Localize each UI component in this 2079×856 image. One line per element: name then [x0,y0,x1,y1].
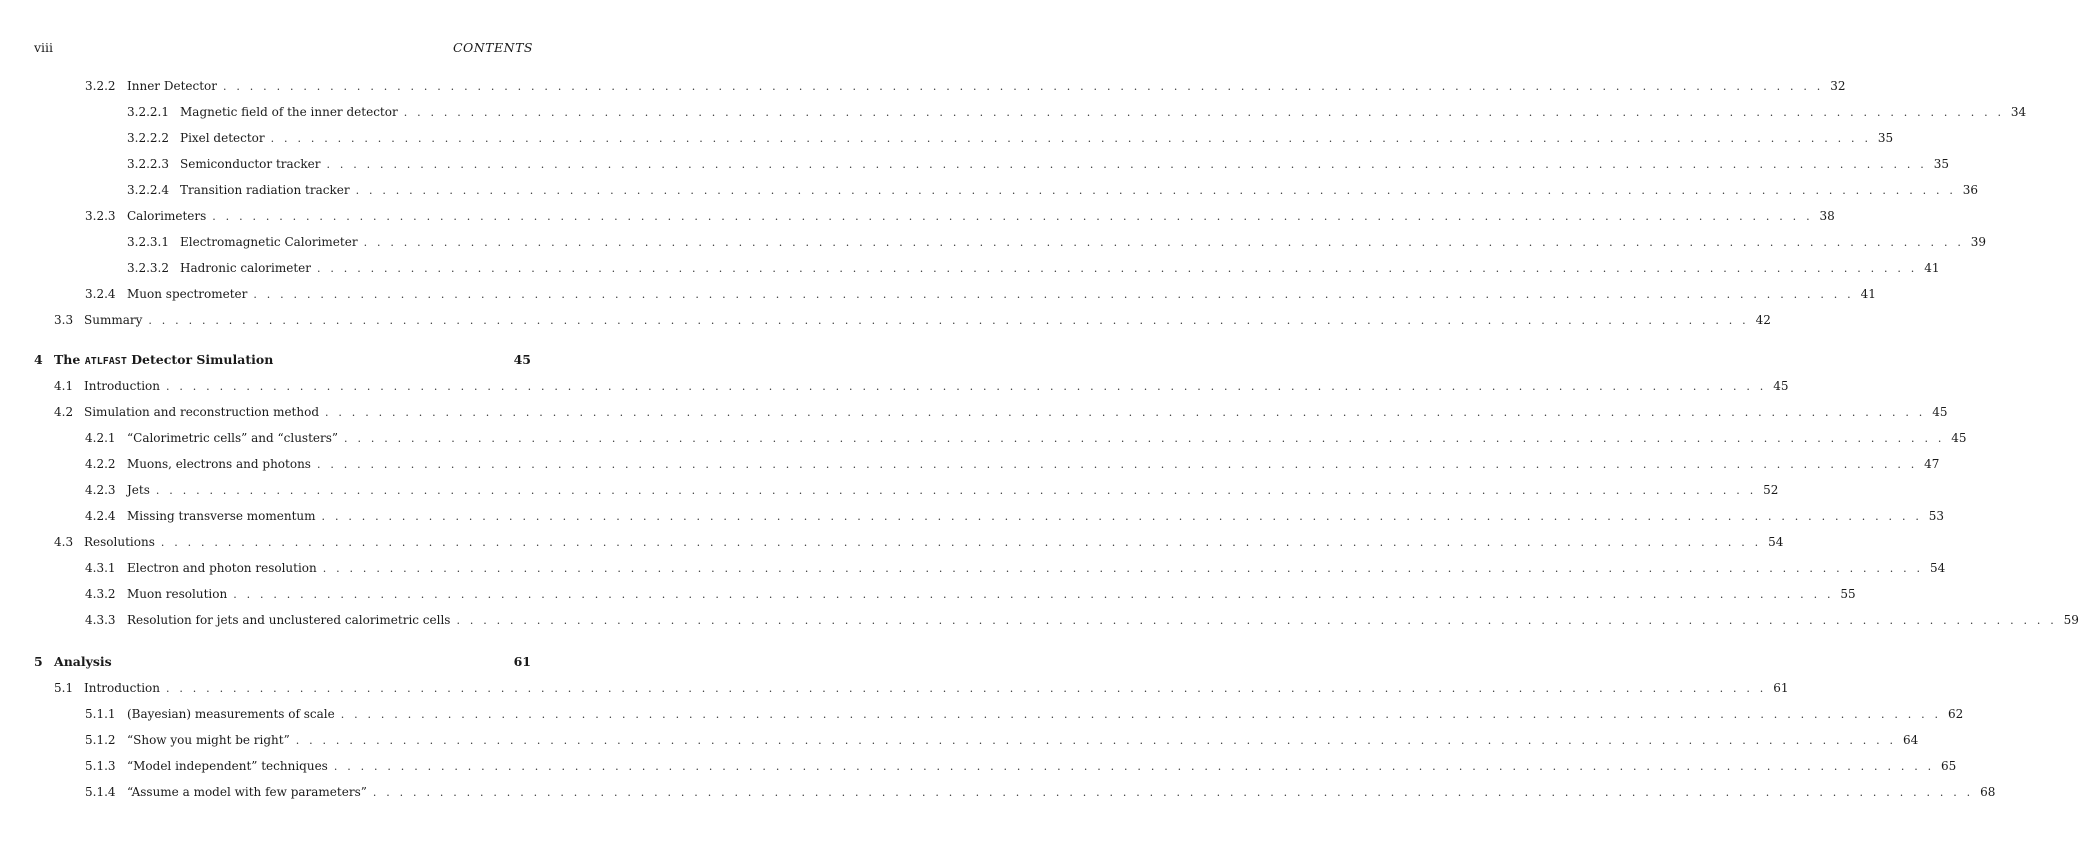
toc-page-number: 64 [1902,733,1919,747]
toc-entry-title: “Assume a model with few parameters” [127,785,367,799]
toc-leader-dots: . . . . . . . . . . . . . . . . . . . . . . . . . . . . . . . . . . . . . . . . . . . . . . . . . . . . . . . . . . . . . . . . . . . . . . . . . . . . . . . . . . . . . . . . . . . . . . . . . . . . . . . . . . . . . . . . . . . . . . . . [317,262,1918,275]
toc-page-number: 35 [1877,131,1894,145]
toc-entry-number: 3.2.3 [85,209,116,223]
toc-entry-number: 3.2.3.1 [127,235,169,249]
toc-entry-number: 3.2.2.4 [127,183,169,197]
toc-leader-dots: . . . . . . . . . . . . . . . . . . . . . . . . . . . . . . . . . . . . . . . . . . . . . . . . . . . . . . . . . . . . . . . . . . . . . . . . . . . . . . . . . . . . . . . . . . . . . . . . . . . . . . . . . . . . . . . . . . . . . . . . [270,132,1872,145]
toc-entry-title: Calorimeters [127,209,207,223]
toc-leader-dots: . . . . . . . . . . . . . . . . . . . . . . . . . . . . . . . . . . . . . . . . . . . . . . . . . . . . . . . . . . . . . . . . . . . . . . . . . . . . . . . . . . . . . . . . . . . . . . . . . . . . . . . . . . . . . . . . . . . . . . . . [325,406,1926,419]
toc-entry-number: 3.3 [54,313,74,327]
toc-page-number: 45 [1932,405,1948,419]
toc-entry-title: Introduction [84,379,160,393]
toc-entry[interactable] [54,312,1771,328]
toc-page-number: 62 [1947,707,1964,721]
toc-page-number: 45 [1951,431,1967,445]
toc-leader-dots: . . . . . . . . . . . . . . . . . . . . . . . . . . . . . . . . . . . . . . . . . . . . . . . . . . . . . . . . . . . . . . . . . . . . . . . . . . . . . . . . . . . . . . . . . . . . . . . . . . . . . . . . . . . . . . . . . . . . . . . . [295,734,1897,747]
toc-leader-dots: . . . . . . . . . . . . . . . . . . . . . . . . . . . . . . . . . . . . . . . . . . . . . . . . . . . . . . . . . . . . . . . . . . . . . . . . . . . . . . . . . . . . . . . . . . . . . . . . . . . . . . . . . . . . . . . . . . . . . . . . [166,380,1767,393]
toc-entry-title: “Model independent” techniques [127,759,328,773]
toc-entry-number: 5.1.1 [85,707,116,721]
toc-entry[interactable] [127,156,1949,172]
toc-title-part: The [54,352,85,367]
toc-entry-number: 3.2.2.2 [127,131,169,145]
toc-entry[interactable] [85,482,1779,498]
toc-entry-title: Electromagnetic Calorimeter [180,235,358,249]
toc-chapter-entry[interactable] [34,654,531,670]
toc-entry-title: Transition radiation tracker [180,183,350,197]
toc-entry-number: 3.2.2 [85,79,116,93]
toc-leader-dots: . . . . . . . . . . . . . . . . . . . . . . . . . . . . . . . . . . . . . . . . . . . . . . . . . . . . . . . . . . . . . . . . . . . . . . . . . . . . . . . . . . . . . . . . . . . . . . . . . . . . . . . . . . . . . . . . . . . . . . . . [253,288,1854,301]
toc-page-number: 61 [1773,681,1789,695]
toc-entry[interactable] [127,260,1940,276]
toc-entry[interactable] [85,78,1846,94]
toc-entry-title: Summary [84,313,143,327]
toc-page-number: 42 [1755,313,1771,327]
toc-page-number: 52 [1763,483,1779,497]
toc-entry-title: Semiconductor tracker [180,157,321,171]
toc-entry-title: “Calorimetric cells” and “clusters” [127,431,339,445]
toc-leader-dots: . . . . . . . . . . . . . . . . . . . . . . . . . . . . . . . . . . . . . . . . . . . . . . . . . . . . . . . . . . . . . . . . . . . . . . . . . . . . . . . . . . . . . . . . . . . . . . . . . . . . . . . . . . . . . . . . . . . . . . . . [326,158,1927,171]
toc-page-number: 38 [1819,209,1835,223]
toc-page-number: 35 [1933,157,1949,171]
toc-entry[interactable] [85,586,1856,602]
toc-leader-dots: . . . . . . . . . . . . . . . . . . . . . . . . . . . . . . . . . . . . . . . . . . . . . . . . . . . . . . . . . . . . . . . . . . . . . . . . . . . . . . . . . . . . . . . . . . . . . . . . . . . . . . . . . . . . . . . . . . . . . . . . [166,682,1767,695]
toc-entry-title: Simulation and reconstruction method [84,405,320,419]
toc-page-number: 41 [1924,261,1940,275]
toc-leader-dots: . . . . . . . . . . . . . . . . . . . . . . . . . . . . . . . . . . . . . . . . . . . . . . . . . . . . . . . . . . . . . . . . . . . . . . . . . . . . . . . . . . . . . . . . . . . . . . . . . . . . . . . . . . . . . . . . . . . . . . . . [344,432,1945,445]
toc-leader-dots: . . . . . . . . . . . . . . . . . . . . . . . . . . . . . . . . . . . . . . . . . . . . . . . . . . . . . . . . . . . . . . . . . . . . . . . . . . . . . . . . . . . . . . . . . . . . . . . . . . . . . . . . . . . . . . . . . . . . . . . . [322,562,1924,575]
toc-entry-title: Missing transverse momentum [127,509,316,523]
toc-entry-number: 4.3 [54,535,74,549]
toc-leader-dots: . . . . . . . . . . . . . . . . . . . . . . . . . . . . . . . . . . . . . . . . . . . . . . . . . . . . . . . . . . . . . . . . . . . . . . . . . . . . . . . . . . . . . . . . . . . . . . . . . . . . . . . . . . . . . . . . . . . . . . . . [316,458,1918,471]
toc-entry-title: Muons, electrons and photons [127,457,311,471]
toc-entry[interactable] [54,534,1784,550]
page-header [34,40,533,58]
toc-entry-number: 4.2.2 [85,457,116,471]
toc-entry-number: 5 [34,654,43,669]
toc-entry[interactable] [85,508,1945,524]
toc-entry[interactable] [54,680,1789,696]
toc-leader-dots: . . . . . . . . . . . . . . . . . . . . . . . . . . . . . . . . . . . . . . . . . . . . . . . . . . . . . . . . . . . . . . . . . . . . . . . . . . . . . . . . . . . . . . . . . . . . . . . . . . . . . . . . . . . . . . . . . . . . . . . . [212,210,1813,223]
toc-entry-title [54,352,509,370]
toc-entry[interactable] [85,456,1940,472]
toc-page-number: 54 [1929,561,1946,575]
toc-page-number: 54 [1768,535,1784,549]
toc-entry[interactable] [85,430,1967,446]
toc-title-part: Detector Simulation [126,352,274,367]
toc-entry[interactable] [127,130,1894,146]
toc-title-program-name: ATLFAST [84,356,127,367]
toc-leader-dots: . . . . . . . . . . . . . . . . . . . . . . . . . . . . . . . . . . . . . . . . . . . . . . . . . . . . . . . . . . . . . . . . . . . . . . . . . . . . . . . . . . . . . . . . . . . . . . . . . . . . . . . . . . . . . . . . . . . . . . . . [456,614,2057,627]
toc-entry-title: (Bayesian) measurements of scale [127,707,335,721]
toc-entry-number: 3.2.4 [85,287,116,301]
toc-entry-number: 5.1.4 [85,785,116,799]
toc-leader-dots: . . . . . . . . . . . . . . . . . . . . . . . . . . . . . . . . . . . . . . . . . . . . . . . . . . . . . . . . . . . . . . . . . . . . . . . . . . . . . . . . . . . . . . . . . . . . . . . . . . . . . . . . . . . . . . . . . . . . . . . . [333,760,1935,773]
toc-entry-number: 4.2.4 [85,509,116,523]
toc-entry[interactable] [127,104,2027,120]
toc-entry-number: 4.3.2 [85,587,116,601]
toc-entry-title: Muon resolution [127,587,228,601]
toc-page-number: 39 [1970,235,1987,249]
toc-leader-dots: . . . . . . . . . . . . . . . . . . . . . . . . . . . . . . . . . . . . . . . . . . . . . . . . . . . . . . . . . . . . . . . . . . . . . . . . . . . . . . . . . . . . . . . . . . . . . . . . . . . . . . . . . . . . . . . . . . . . . . . . [233,588,1834,601]
toc-entry-title: Introduction [84,681,160,695]
toc-entry-title: Jets [127,483,150,497]
toc-entry[interactable] [85,784,1996,800]
toc-page-number: 65 [1941,759,1957,773]
toc-leader-dots: . . . . . . . . . . . . . . . . . . . . . . . . . . . . . . . . . . . . . . . . . . . . . . . . . . . . . . . . . . . . . . . . . . . . . . . . . . . . . . . . . . . . . . . . . . . . . . . . . . . . . . . . . . . . . . . . . . . . . . . . [321,510,1923,523]
toc-entry[interactable] [85,208,1835,224]
toc-entry-number: 4 [34,352,43,367]
toc-leader-dots: . . . . . . . . . . . . . . . . . . . . . . . . . . . . . . . . . . . . . . . . . . . . . . . . . . . . . . . . . . . . . . . . . . . . . . . . . . . . . . . . . . . . . . . . . . . . . . . . . . . . . . . . . . . . . . . . . . . . . . . . [355,184,1957,197]
toc-entry[interactable] [85,758,1957,774]
toc-leader-dots: . . . . . . . . . . . . . . . . . . . . . . . . . . . . . . . . . . . . . . . . . . . . . . . . . . . . . . . . . . . . . . . . . . . . . . . . . . . . . . . . . . . . . . . . . . . . . . . . . . . . . . . . . . . . . . . . . . . . . . . . [148,314,1749,327]
toc-entry-title: Pixel detector [180,131,265,145]
toc-entry-number: 5.1.2 [85,733,116,747]
toc-leader-dots: . . . . . . . . . . . . . . . . . . . . . . . . . . . . . . . . . . . . . . . . . . . . . . . . . . . . . . . . . . . . . . . . . . . . . . . . . . . . . . . . . . . . . . . . . . . . . . . . . . . . . . . . . . . . . . . . . . . . . . . . [363,236,1965,249]
toc-entry-number: 3.2.3.2 [127,261,169,275]
toc-entry-title: Inner Detector [127,79,217,93]
toc-entry-number: 4.2.1 [85,431,116,445]
toc-page-number: 45 [1773,379,1789,393]
toc-entry-title: Analysis [54,654,112,669]
toc-entry[interactable] [127,234,1987,250]
toc-entry[interactable] [85,560,1946,576]
toc-entry-number: 3.2.2.1 [127,105,169,119]
toc-entry-number: 4.2.3 [85,483,116,497]
toc-entry[interactable] [54,404,1948,420]
toc-entry-title: Resolutions [84,535,155,549]
toc-page-number: 47 [1924,457,1940,471]
toc-entry-number: 4.3.1 [85,561,116,575]
toc-page-number: 55 [1840,587,1856,601]
page-number-label: viii [34,40,54,55]
toc-entry[interactable] [127,182,1979,198]
toc-entry[interactable] [85,706,1964,722]
running-title: CONTENTS [452,40,533,55]
toc-leader-dots: . . . . . . . . . . . . . . . . . . . . . . . . . . . . . . . . . . . . . . . . . . . . . . . . . . . . . . . . . . . . . . . . . . . . . . . . . . . . . . . . . . . . . . . . . . . . . . . . . . . . . . . . . . . . . . . . . . . . . . . . [340,708,1942,721]
toc-page-number: 36 [1962,183,1979,197]
toc-leader-dots: . . . . . . . . . . . . . . . . . . . . . . . . . . . . . . . . . . . . . . . . . . . . . . . . . . . . . . . . . . . . . . . . . . . . . . . . . . . . . . . . . . . . . . . . . . . . . . . . . . . . . . . . . . . . . . . . . . . . . . . . [403,106,2005,119]
toc-page-number: 32 [1830,79,1846,93]
toc-entry-title: Resolution for jets and unclustered calorimetric cells [127,613,451,627]
toc-entry-title: Electron and photon resolution [127,561,317,575]
toc-leader-dots: . . . . . . . . . . . . . . . . . . . . . . . . . . . . . . . . . . . . . . . . . . . . . . . . . . . . . . . . . . . . . . . . . . . . . . . . . . . . . . . . . . . . . . . . . . . . . . . . . . . . . . . . . . . . . . . . . . . . . . . . [372,786,1974,799]
toc-leader-dots: . . . . . . . . . . . . . . . . . . . . . . . . . . . . . . . . . . . . . . . . . . . . . . . . . . . . . . . . . . . . . . . . . . . . . . . . . . . . . . . . . . . . . . . . . . . . . . . . . . . . . . . . . . . . . . . . . . . . . . . . [160,536,1762,549]
toc-entry-number: 4.3.3 [85,613,116,627]
toc-leader-dots: . . . . . . . . . . . . . . . . . . . . . . . . . . . . . . . . . . . . . . . . . . . . . . . . . . . . . . . . . . . . . . . . . . . . . . . . . . . . . . . . . . . . . . . . . . . . . . . . . . . . . . . . . . . . . . . . . . . . . . . . [155,484,1757,497]
toc-page-number: 61 [513,654,531,669]
toc-page-number: 34 [2010,105,2027,119]
toc-entry-title: Magnetic field of the inner detector [180,105,398,119]
toc-page-number: 59 [2063,613,2079,627]
toc-entry-number: 5.1 [54,681,74,695]
toc-page-number: 68 [1980,785,1996,799]
toc-leader-dots: . . . . . . . . . . . . . . . . . . . . . . . . . . . . . . . . . . . . . . . . . . . . . . . . . . . . . . . . . . . . . . . . . . . . . . . . . . . . . . . . . . . . . . . . . . . . . . . . . . . . . . . . . . . . . . . . . . . . . . . . [223,80,1824,93]
toc-entry-title: “Show you might be right” [127,733,290,747]
toc-entry-number: 4.2 [54,405,74,419]
toc-entry[interactable] [85,732,1919,748]
toc-entry-number: 5.1.3 [85,759,116,773]
toc-page-number: 45 [513,352,531,367]
toc-entry-title: Muon spectrometer [127,287,248,301]
toc-page-number: 53 [1928,509,1945,523]
toc-entry[interactable] [85,286,1876,302]
toc-entry-number: 4.1 [54,379,74,393]
toc-entry[interactable] [85,612,2079,628]
toc-chapter-entry[interactable] [34,352,531,368]
toc-page-number: 41 [1860,287,1876,301]
toc-entry[interactable] [54,378,1789,394]
toc-entry-title: Hadronic calorimeter [180,261,312,275]
toc-entry-number: 3.2.2.3 [127,157,169,171]
